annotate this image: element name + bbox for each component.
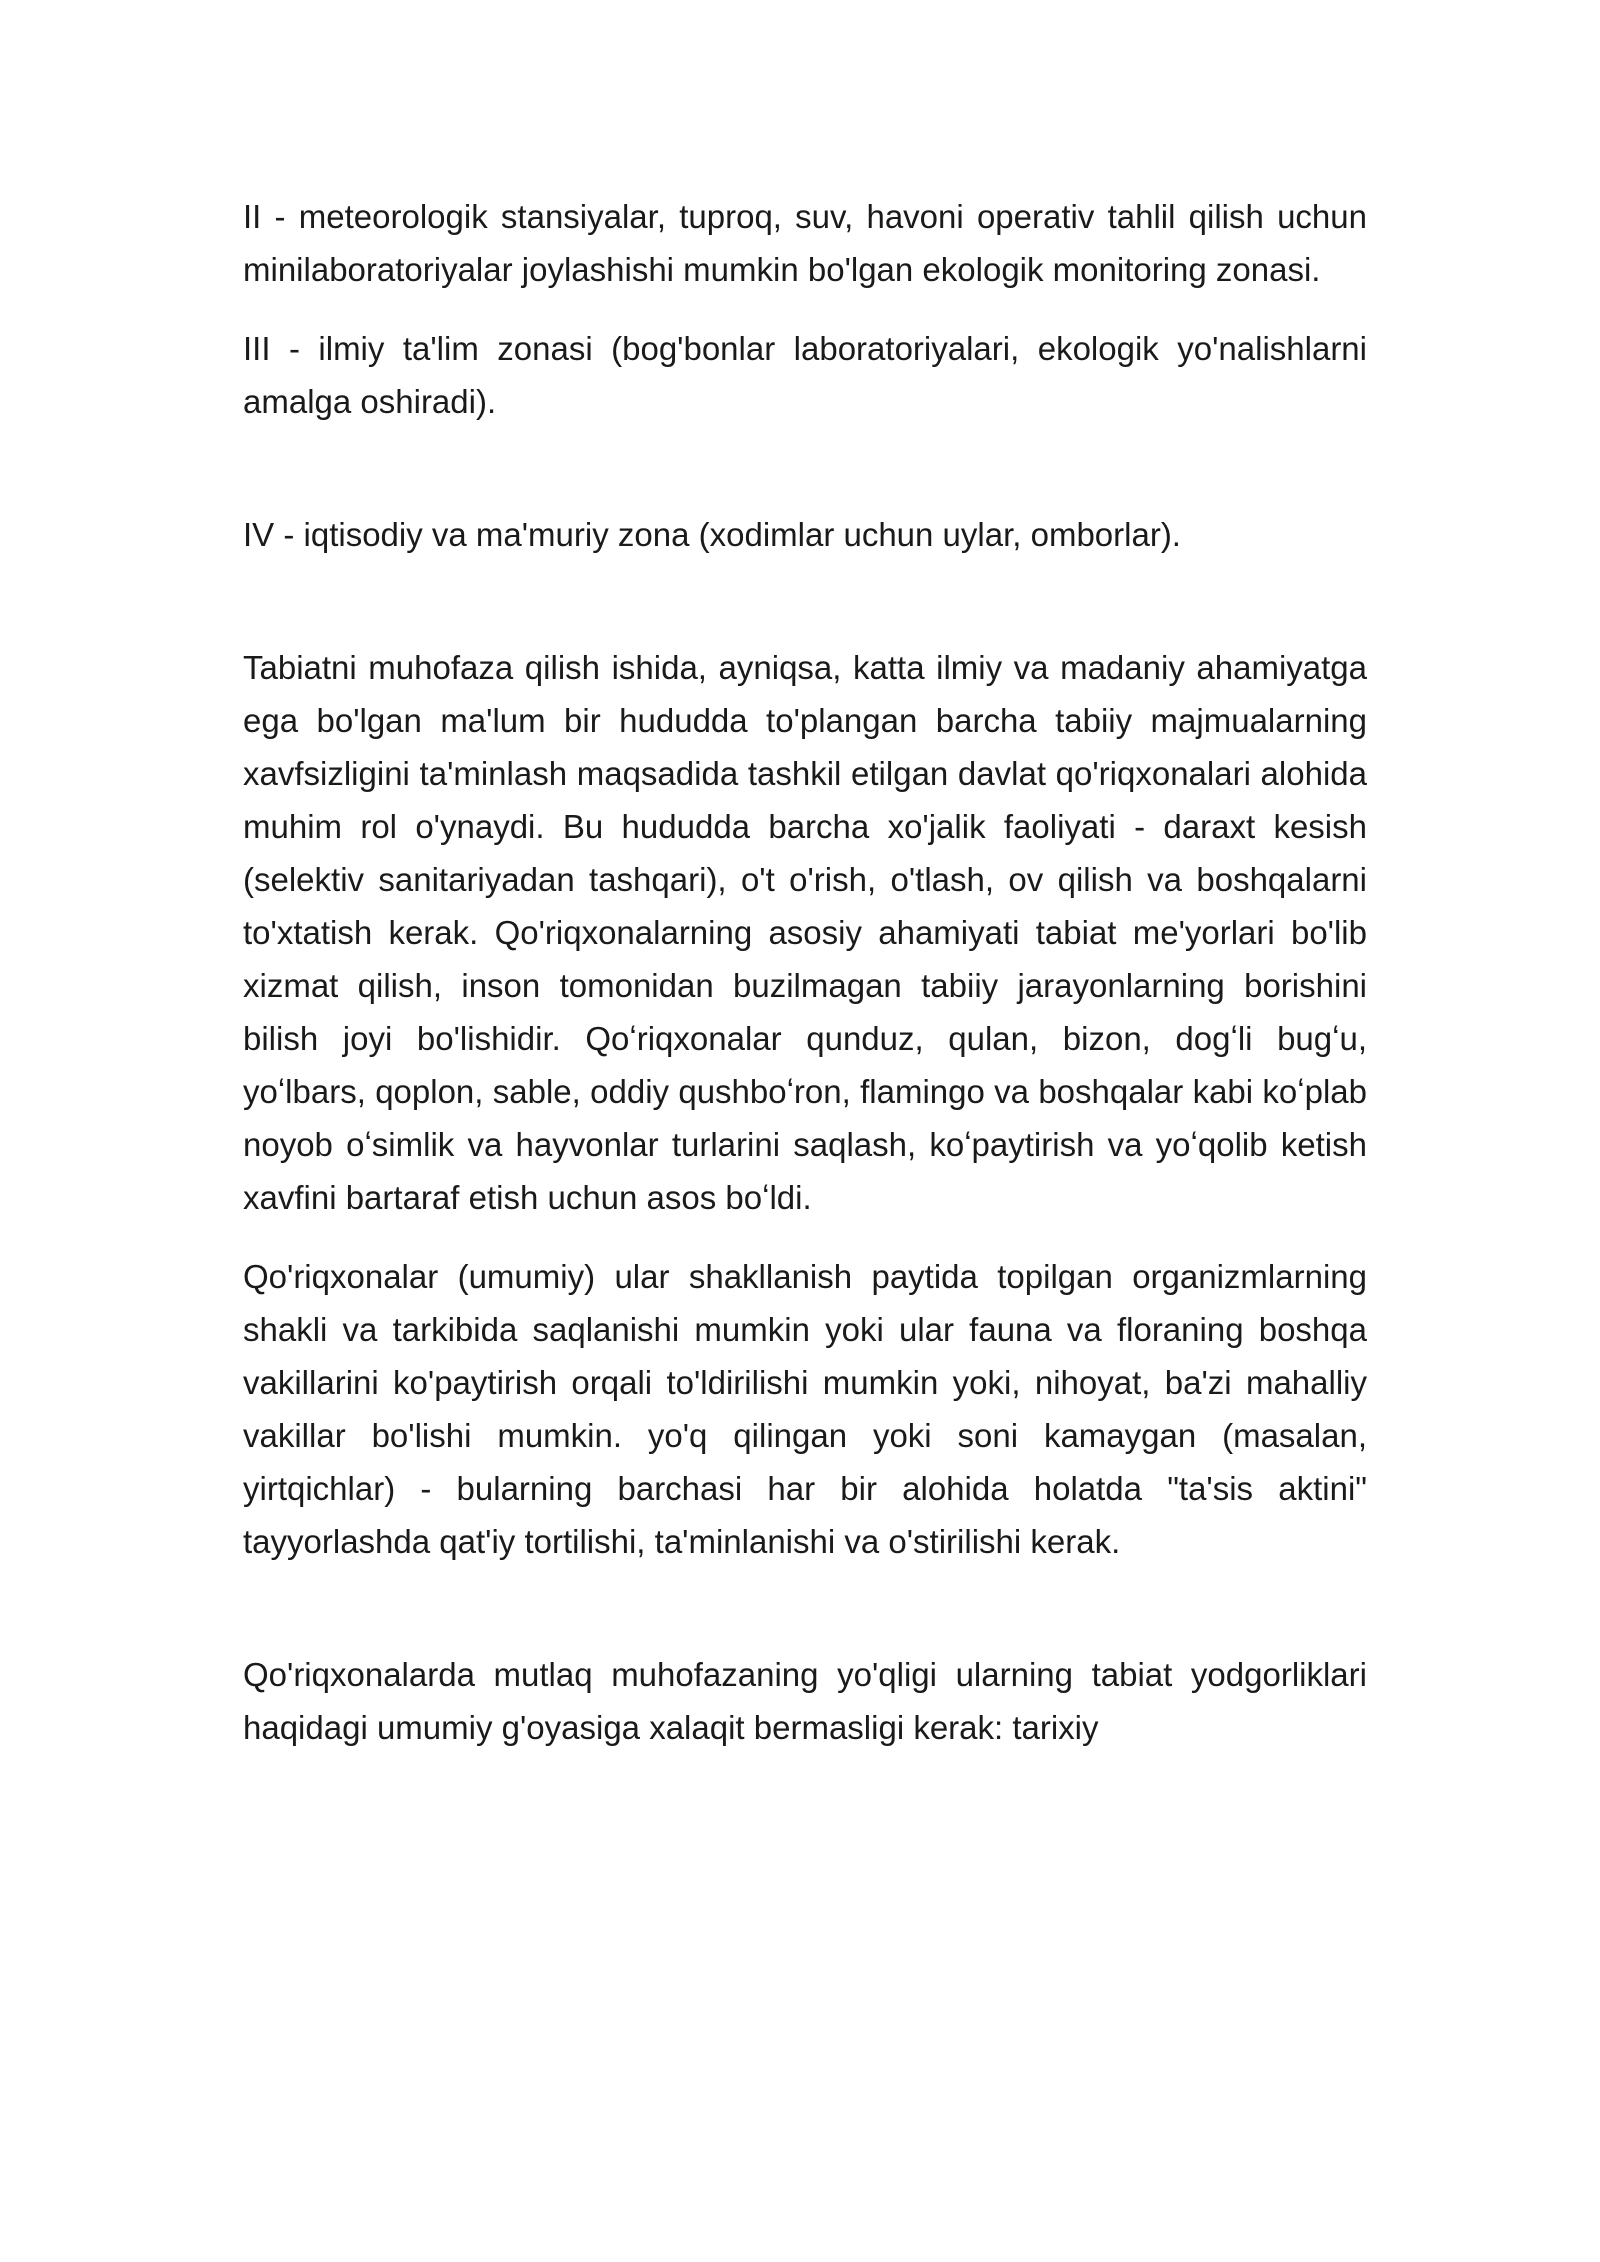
document-body	[243, 190, 1367, 1780]
paragraph-reserves-role: Tabiatni muhofaza qilish ishida, ayniqsa, katta ilmiy va madaniy ahamiyatga ega bo'lgan ma'lum bir hududda to'plangan barcha tabiiy majmualarning xavfsizligini ta'minlash maqsadida tashkil etilgan davlat qo'riqxonalari alohida muhim rol o'ynaydi. Bu hududda barcha xo'jalik faoliyati - daraxt kesish (selektiv sanitariyadan tashqari), o't o'rish, o'tlash, ov qilish va boshqalarni to'xtatish kerak. Qo'riqxonalarning asosiy ahamiyati tabiat me'yorlari bo'lib xizmat qilish, inson tomonidan buzilmagan tabiiy jarayonlarning borishini bilish joyi bo'lishidir. Qoʻriqxonalar qunduz, qulan, bizon, dogʻli bugʻu, yoʻlbars, qoplon, sable, oddiy qushboʻron, flamingo va boshqalar kabi koʻplab noyob oʻsimlik va hayvonlar turlarini saqlash, koʻpaytirish va yoʻqolib ketish xavfini bartaraf etish uchun asos boʻldi.	[243, 649, 1367, 1216]
paragraph-reserves-general: Qo'riqxonalar (umumiy) ular shakllanish paytida topilgan organizmlarning shakli va tarkibida saqlanishi mumkin yoki ular fauna va floraning boshqa vakillarini ko'paytirish orqali to'ldirilishi mumkin yoki, nihoyat, ba'zi mahalliy vakillar bo'lishi mumkin. yo'q qilingan yoki soni kamaygan (masalan, yirtqichlar) - bularning barchasi har bir alohida holatda "ta'sis aktini" tayyorlashda qat'iy tortilishi, ta'minlanishi va o'stirilishi kerak.	[243, 1258, 1367, 1560]
paragraph-absolute-protection: Qo'riqxonalarda mutlaq muhofazaning yo'qligi ularning tabiat yodgorliklari haqidagi umumiy g'oyasiga xalaqit bermasligi kerak: tarixiy	[243, 1656, 1367, 1746]
paragraph-zone-iv: IV - iqtisodiy va ma'muriy zona (xodimlar uchun uylar, omborlar).	[243, 516, 1181, 553]
paragraph-zone-iii: III - ilmiy ta'lim zonasi (bog'bonlar laboratoriyalari, ekologik yo'nalishlarni amalga oshiradi).	[243, 330, 1367, 420]
paragraph-zone-ii: II - meteorologik stansiyalar, tuproq, suv, havoni operativ tahlil qilish uchun minilaboratoriyalar joylashishi mumkin bo'lgan ekologik monitoring zonasi.	[243, 198, 1367, 288]
